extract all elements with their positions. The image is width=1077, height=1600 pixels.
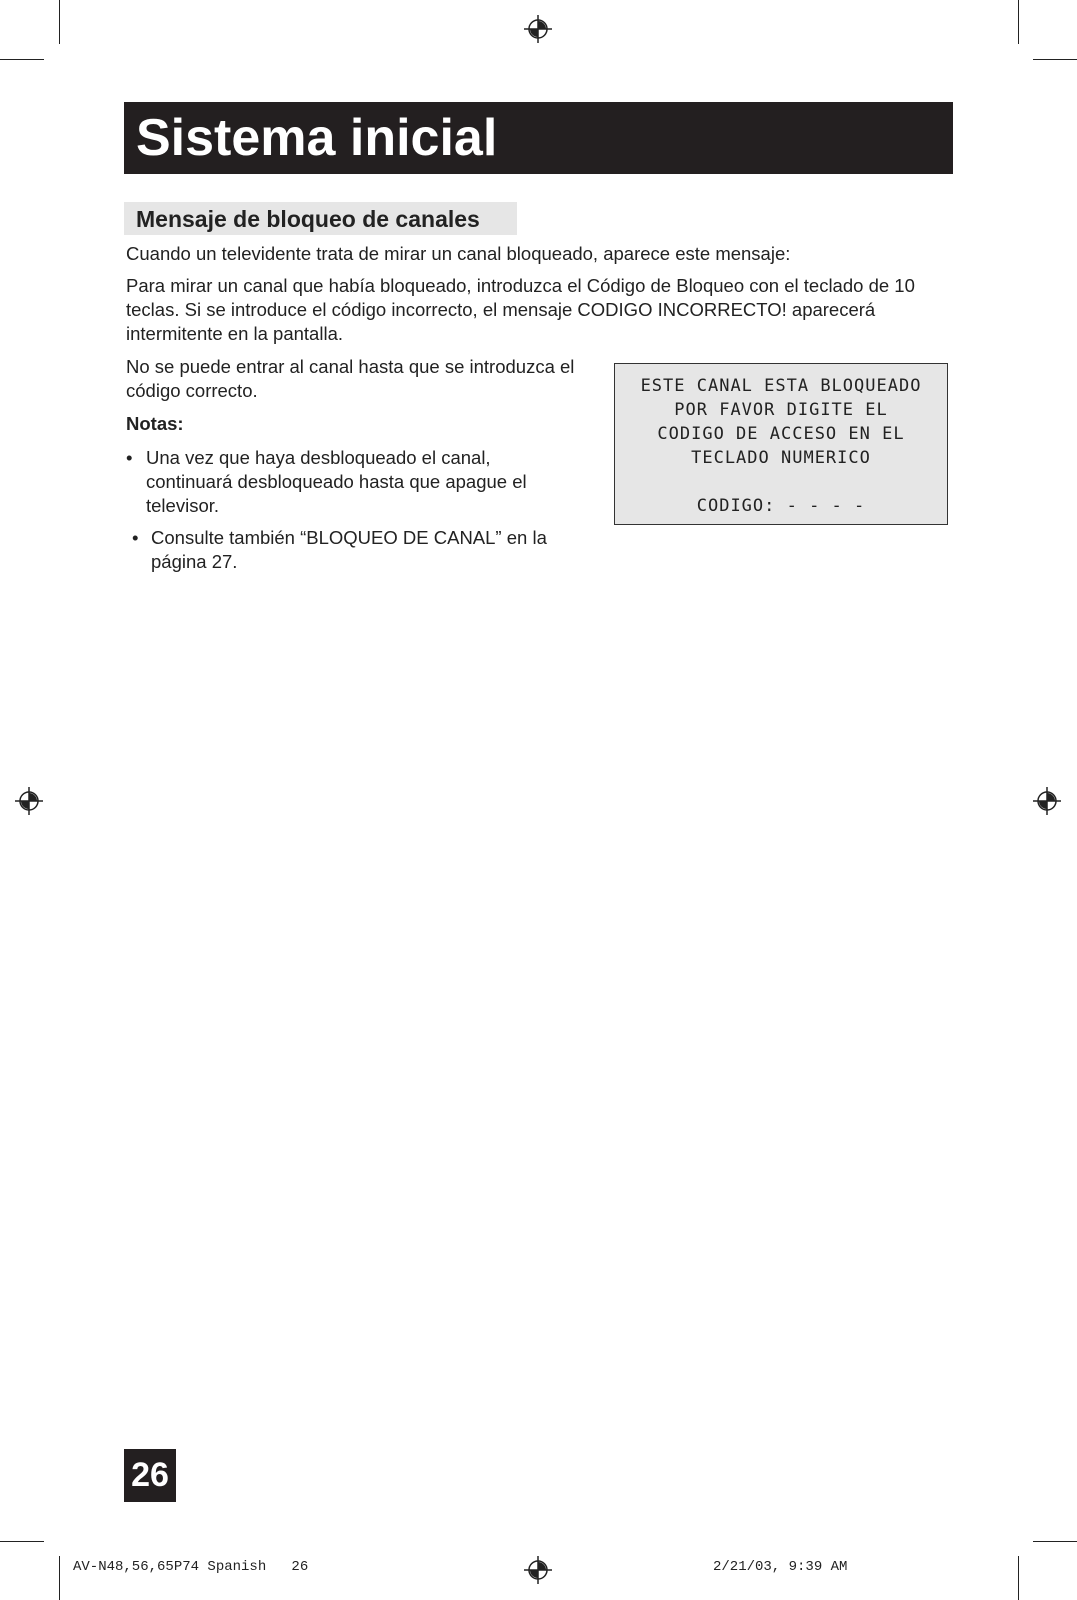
osd-line: POR FAVOR DIGITE EL <box>674 400 888 420</box>
crop-mark <box>1018 0 1019 44</box>
section-title: Mensaje de bloqueo de canales <box>136 206 480 232</box>
crop-mark <box>0 59 44 60</box>
list-item-text: Consulte también “BLOQUEO DE CANAL” en la página 27. <box>151 527 547 572</box>
notes-heading: Notas: <box>126 413 184 434</box>
list-item-text: Una vez que haya desbloqueado el canal, continuará desbloqueado hasta que apague el televisor. <box>146 447 527 516</box>
osd-code-line: CODIGO: - - - - <box>696 496 866 516</box>
footer-file-info: AV-N48,56,65P74 Spanish 26 <box>73 1559 309 1575</box>
list-item <box>126 446 586 526</box>
osd-line: ESTE CANAL ESTA BLOQUEADO <box>640 376 922 396</box>
registration-mark-icon <box>14 786 44 816</box>
footer-timestamp: 2/21/03, 9:39 AM <box>713 1559 848 1575</box>
crop-mark <box>1018 1556 1019 1600</box>
osd-line: CODIGO DE ACCESO EN EL <box>657 424 905 444</box>
intro-paragraph: Cuando un televidente trata de mirar un canal bloqueado, aparece este mensaje: <box>126 243 791 264</box>
page-title-bar <box>124 102 953 174</box>
crop-mark <box>1033 59 1077 60</box>
page-number-box <box>124 1449 176 1502</box>
bullet-icon: • <box>132 527 139 548</box>
bullet-icon: • <box>126 447 133 468</box>
registration-mark-icon <box>523 14 553 44</box>
crop-mark <box>59 1556 60 1600</box>
page-title: Sistema inicial <box>136 109 498 167</box>
crop-mark <box>0 1541 44 1542</box>
registration-mark-icon <box>1032 786 1062 816</box>
list-item <box>130 526 590 586</box>
crop-mark <box>1033 1541 1077 1542</box>
access-note-paragraph: No se puede entrar al canal hasta que se introduzca el código correcto. <box>126 356 575 401</box>
unlock-instructions-paragraph: Para mirar un canal que había bloqueado, introduzca el Código de Bloqueo con el teclado de 10 teclas. Si se introduce el código incorrecto, el mensaje CODIGO INCORRECTO! aparecerá intermitente en la pantalla. <box>126 275 915 344</box>
crop-mark <box>59 0 60 44</box>
page-number: 26 <box>131 1456 169 1494</box>
section-heading-tab <box>124 202 517 235</box>
osd-message-box <box>614 363 948 525</box>
registration-mark-icon <box>523 1555 553 1585</box>
osd-line: TECLADO NUMERICO <box>691 448 871 468</box>
